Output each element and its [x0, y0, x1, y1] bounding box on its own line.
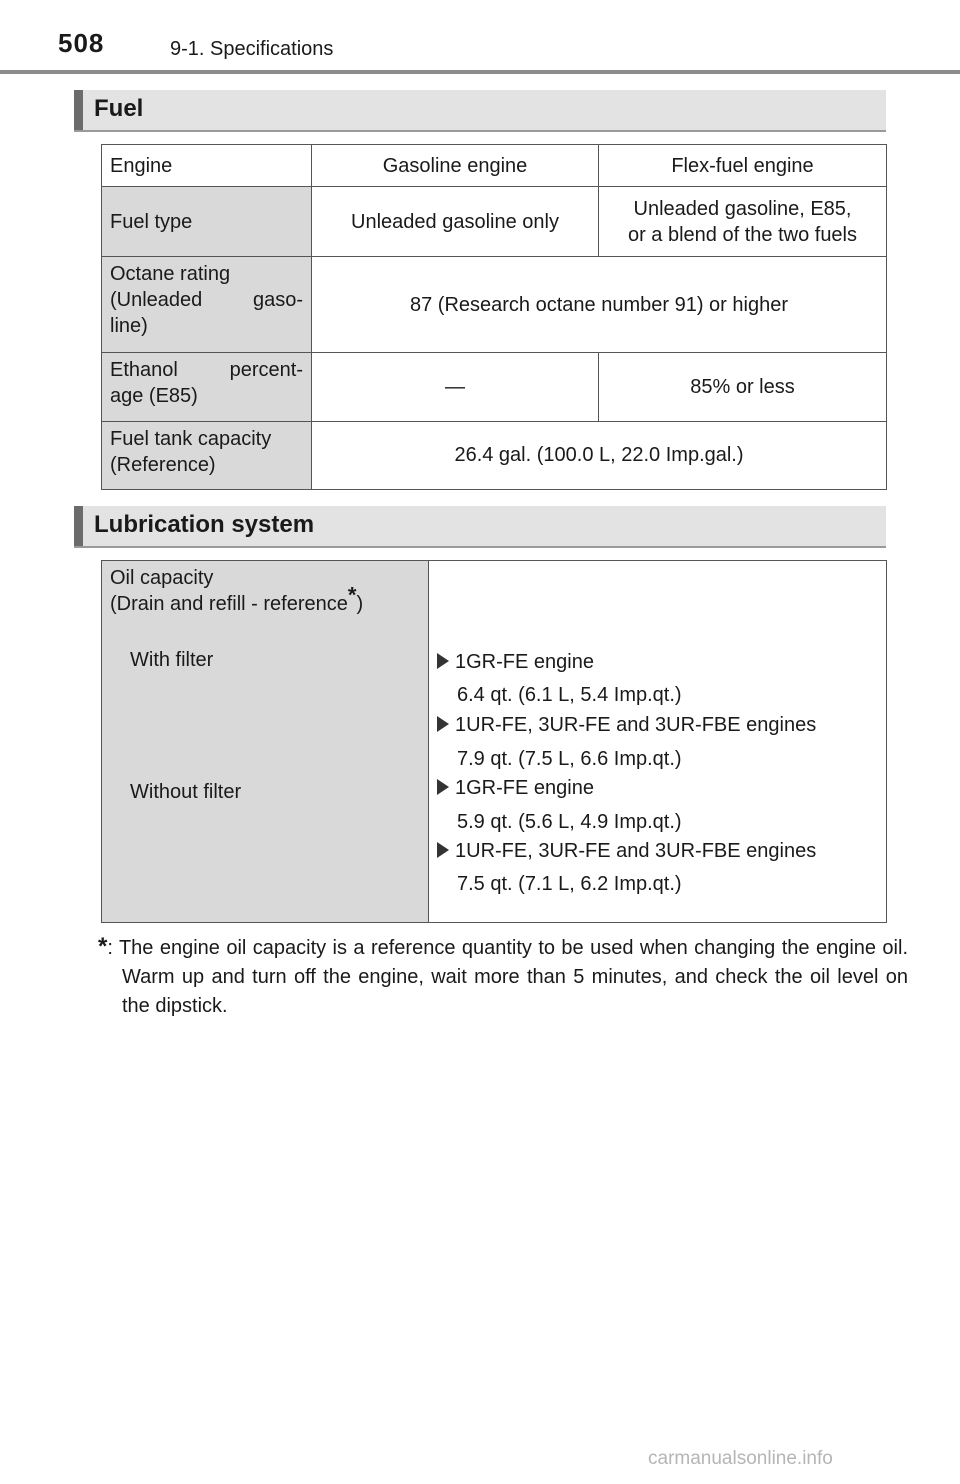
octane-label-line1: Octane rating — [110, 263, 231, 285]
lubrication-heading-text: Lubrication system — [94, 511, 315, 538]
footnote-marker: * — [98, 933, 108, 960]
without-filter-label: Without filter — [130, 781, 242, 803]
oil-capacity-label-cell — [102, 561, 429, 923]
oil-capacity-values-cell — [429, 561, 887, 923]
oil-capacity-list — [429, 561, 886, 921]
footnote-star: * — [347, 582, 357, 608]
triangle-bullet-icon — [437, 716, 449, 732]
list-item: 1GR-FE engine — [437, 775, 594, 801]
list-item: 1UR-FE, 3UR-FE and 3UR-FBE engines — [437, 838, 816, 864]
octane-label-line3: line) — [110, 315, 148, 337]
page-number: 508 — [58, 28, 105, 58]
oil-capacity-table — [101, 560, 887, 923]
fuel-type-label: Fuel type — [102, 187, 312, 257]
fuel-tank-capacity-label — [102, 422, 312, 490]
fuel-type-flex-line1: Unleaded gasoline, E85, — [633, 197, 852, 220]
fuel-section-heading — [74, 90, 886, 132]
section-marker — [74, 90, 83, 130]
list-item: 1UR-FE, 3UR-FE and 3UR-FBE engines — [437, 712, 816, 738]
engine-header-label: Engine — [102, 145, 312, 187]
fuel-type-flex — [599, 187, 887, 257]
octane-rating-value: 87 (Research octane number 91) or higher — [312, 257, 887, 353]
table-row — [102, 561, 887, 923]
fuel-heading-text: Fuel — [94, 95, 144, 122]
oil-capacity-label-line1: Oil capacity — [110, 567, 214, 589]
chapter-title: 9-1. Specifications — [170, 38, 334, 60]
ethanol-flex-value: 85% or less — [599, 353, 887, 422]
oil-capacity-value: 7.9 qt. (7.5 L, 6.6 Imp.qt.) — [457, 748, 682, 770]
footnote-text: : The engine oil capacity is a reference quantity to be used when changing the engine oil. Warm up and turn off the engine, wait more than 5 minutes, and check the oil level on the dipstick. — [107, 937, 908, 1017]
lubrication-section-heading — [74, 506, 886, 548]
flex-fuel-engine-header: Flex-fuel engine — [599, 145, 887, 187]
gasoline-engine-header: Gasoline engine — [312, 145, 599, 187]
oil-capacity-label-line2: (Drain and refill - reference*) — [110, 582, 364, 615]
ethanol-gasoline-value: — — [312, 353, 599, 422]
table-row — [102, 422, 887, 490]
watermark: carmanualsonline.info — [648, 1448, 833, 1469]
oil-capacity-value: 5.9 qt. (5.6 L, 4.9 Imp.qt.) — [457, 811, 682, 833]
ethanol-label-line2: age (E85) — [110, 385, 198, 407]
table-row — [102, 353, 887, 422]
table-row — [102, 187, 887, 257]
fuel-type-gasoline: Unleaded gasoline only — [312, 187, 599, 257]
ethanol-label-line1: Ethanol percent- — [110, 359, 303, 381]
fuel-type-flex-line2: or a blend of the two fuels — [627, 223, 858, 246]
tank-label-line1: Fuel tank capacity — [110, 428, 272, 450]
octane-rating-label — [102, 257, 312, 353]
table-row — [102, 145, 887, 187]
section-marker — [74, 506, 83, 546]
oil-capacity-value: 7.5 qt. (7.1 L, 6.2 Imp.qt.) — [457, 873, 682, 895]
fuel-spec-table — [101, 144, 887, 490]
octane-label-line2: (Unleaded gaso- — [110, 289, 303, 311]
with-filter-label: With filter — [130, 649, 214, 671]
list-item: 1GR-FE engine — [437, 649, 594, 675]
oil-capacity-value: 6.4 qt. (6.1 L, 5.4 Imp.qt.) — [457, 684, 682, 706]
tank-label-line2: (Reference) — [110, 454, 216, 476]
triangle-bullet-icon — [437, 779, 449, 795]
footnote — [98, 932, 908, 1021]
triangle-bullet-icon — [437, 653, 449, 669]
ethanol-percentage-label — [102, 353, 312, 422]
triangle-bullet-icon — [437, 842, 449, 858]
fuel-tank-capacity-value: 26.4 gal. (100.0 L, 22.0 Imp.gal.) — [312, 422, 887, 490]
header-divider — [0, 70, 960, 74]
table-row — [102, 257, 887, 353]
